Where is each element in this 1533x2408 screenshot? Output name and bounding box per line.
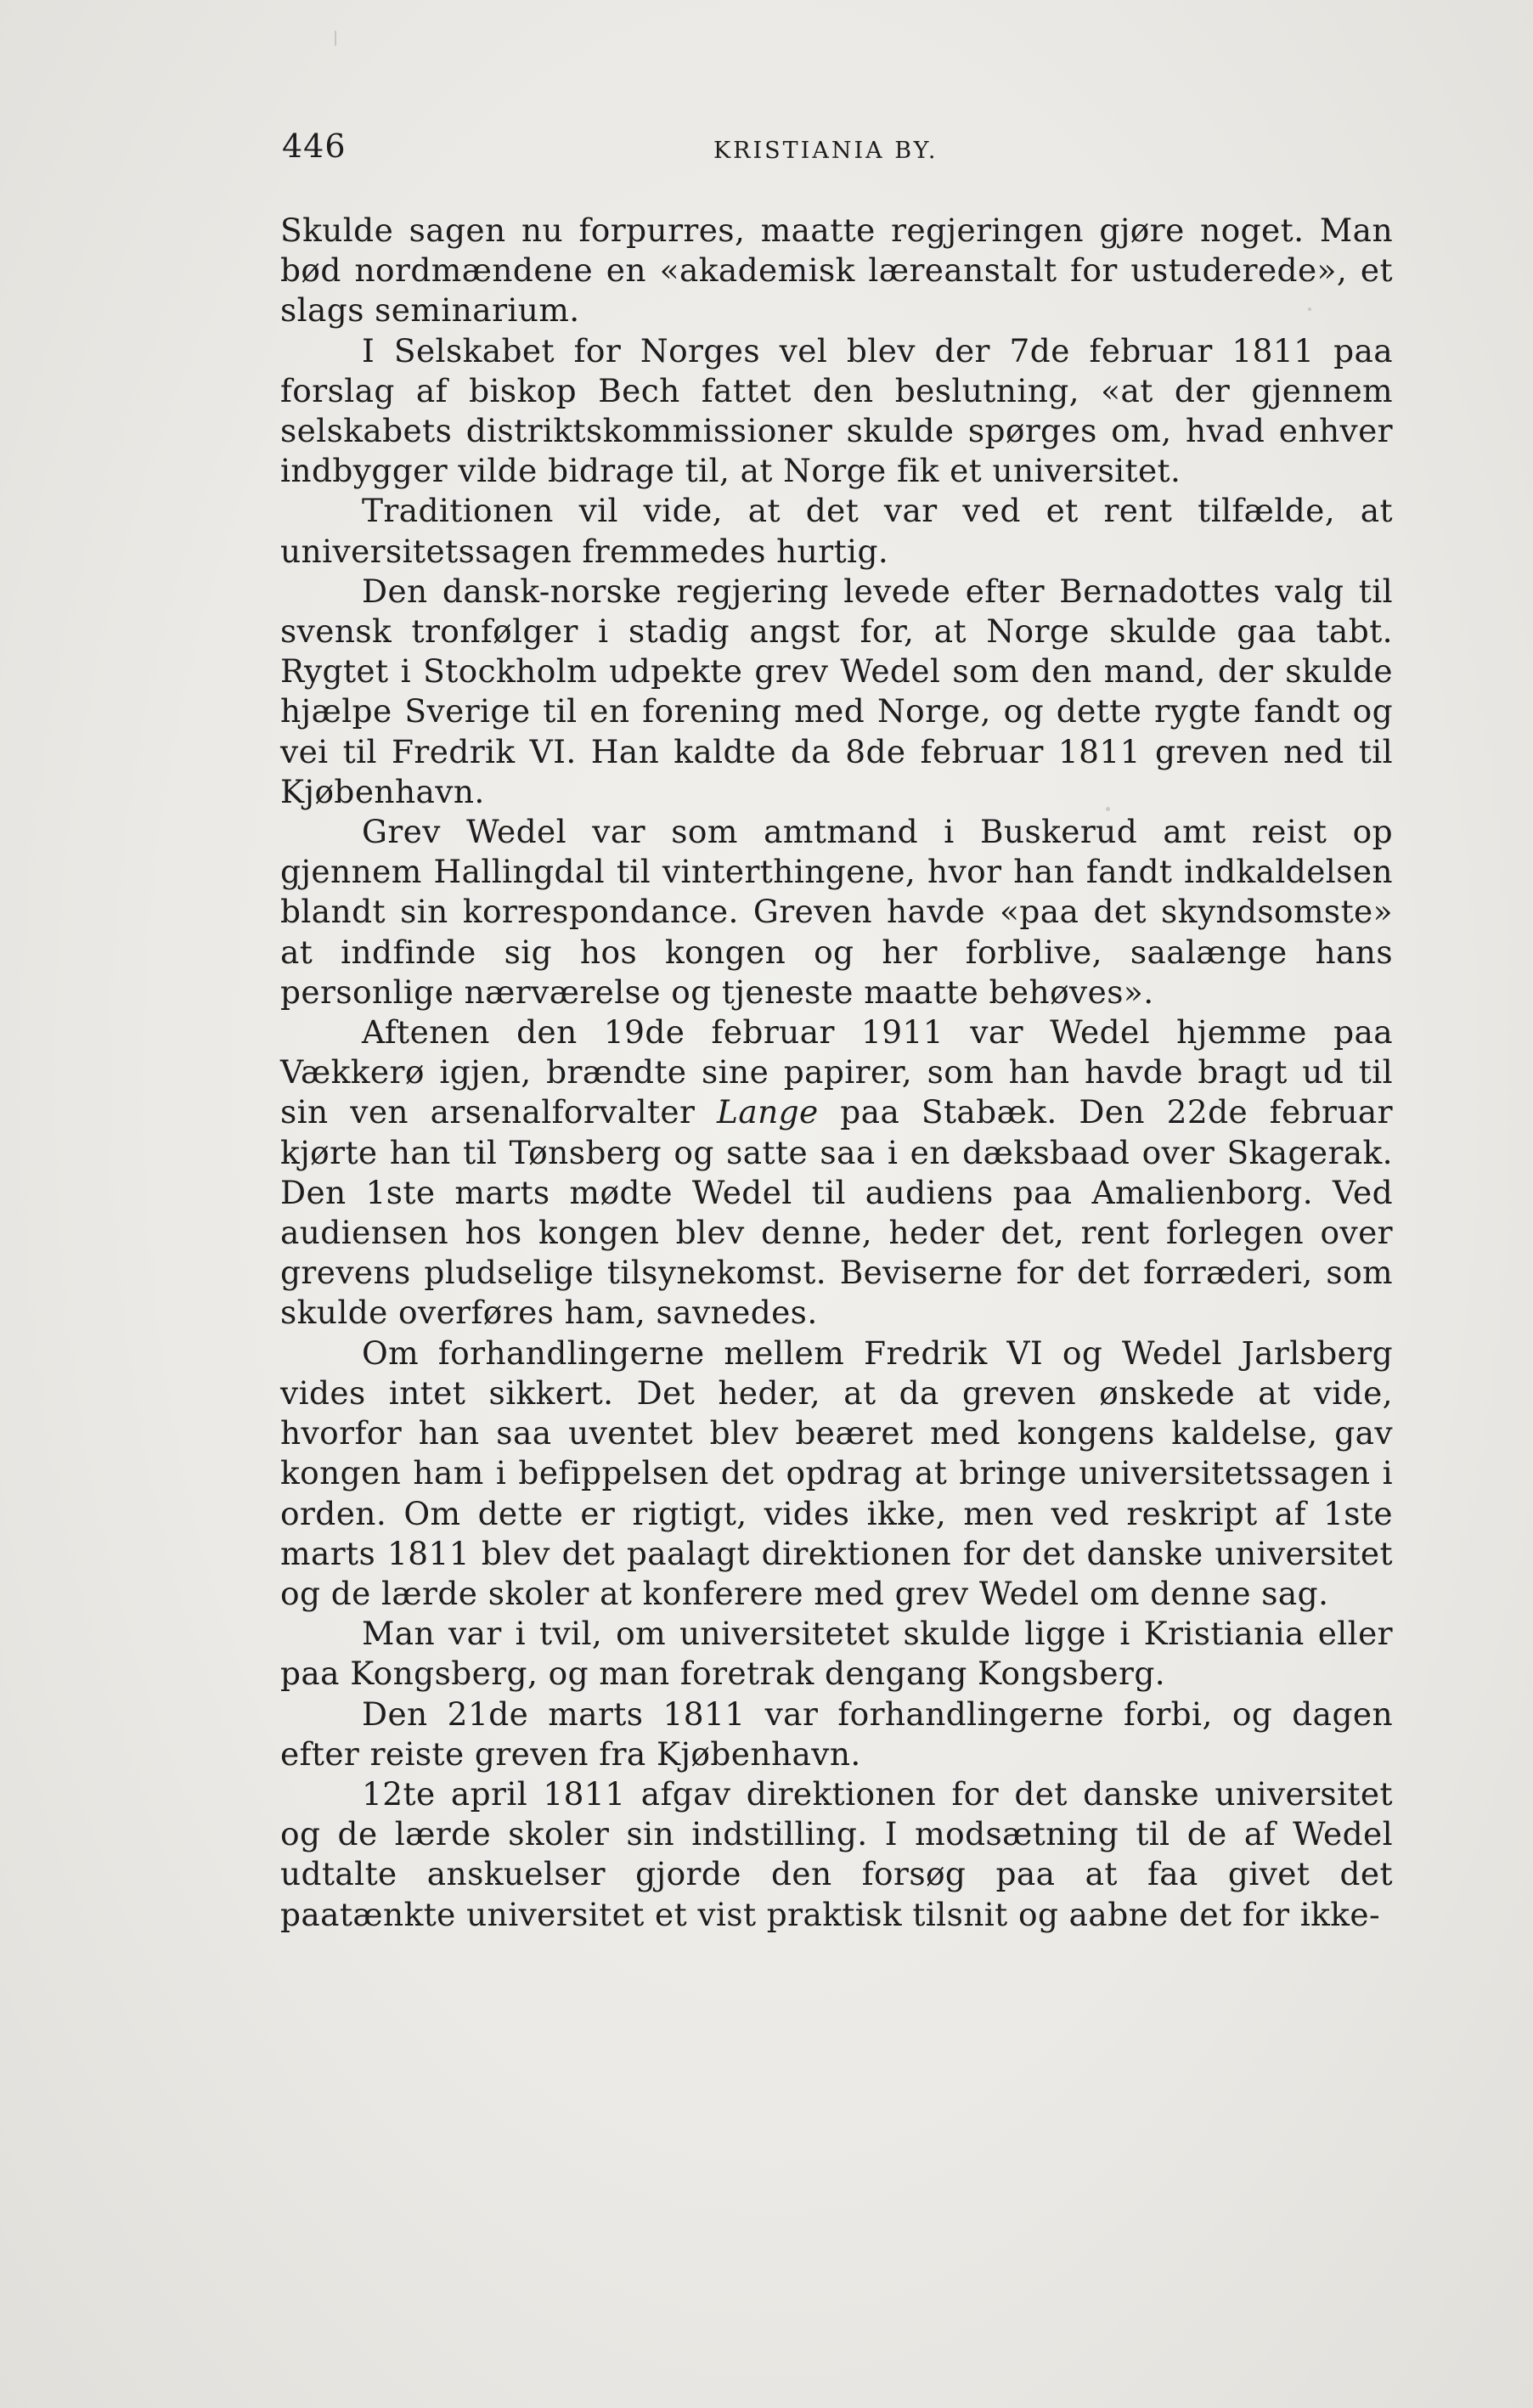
paragraph xyxy=(280,572,1393,812)
paragraph xyxy=(280,211,1393,331)
running-head: KRISTIANIA BY. xyxy=(713,138,938,164)
text-segment: Man var i tvil, om universitetet skulde ligge i Kristiania eller paa Kongsberg, og man foretrak dengang Kongsberg. xyxy=(280,1615,1393,1693)
paragraph xyxy=(280,1334,1393,1614)
paragraph xyxy=(280,812,1393,1012)
paragraph xyxy=(280,1012,1393,1334)
text-segment: Den dansk-norske regjering levede efter Bernadottes valg til svensk tronfølger i stadig angst for, at Norge skulde gaa tabt. Rygtet i Stockholm udpekte grev Wedel som den mand, der skulde hjælpe Sverige til en forening med Norge, og dette rygte fandt og vei til Fredrik VI. Han kaldte da 8de februar 1811 greven ned til Kjøbenhavn. xyxy=(280,572,1393,810)
paragraph xyxy=(280,1614,1393,1694)
paragraph xyxy=(280,1695,1393,1774)
paragraph xyxy=(280,331,1393,492)
italic-name: Lange xyxy=(717,1093,819,1131)
text-segment: Aftenen den 19de februar 1911 var Wedel hjemme paa Vækkerø igjen, brændte sine papirer, som han havde bragt ud til sin ven arsenalforvalter xyxy=(280,1013,1393,1131)
text-segment: paa Stabæk. Den 22de februar kjørte han til Tønsberg og satte saa i en dæksbaad over Skagerak. Den 1ste marts mødte Wedel til audiens paa Amalienborg. Ved audiensen hos kongen blev denne, heder det, rent forlegen over grevens pludselige tilsynekomst. Beviserne for det forræderi, som skulde overføres ham, savnedes. xyxy=(280,1093,1393,1332)
paragraph xyxy=(280,1774,1393,1935)
paragraph xyxy=(280,491,1393,571)
text-segment: Grev Wedel var som amtmand i Buskerud amt reist op gjennem Hallingdal til vinterthingene, hvor han fandt indkaldelsen blandt sin korrespondance. Greven havde «paa det skyndsomste» at indfinde sig hos kongen og her forblive, saalænge hans personlige nærværelse og tjeneste maatte behøves». xyxy=(280,813,1393,1011)
text-segment: Skulde sagen nu forpurres, maatte regjeringen gjøre noget. Man bød nordmændene en «akademisk læreanstalt for ustuderede», et slags seminarium. xyxy=(280,211,1393,330)
paper-speck xyxy=(335,31,336,46)
text-segment: Traditionen vil vide, at det var ved et rent tilfælde, at universitetssagen fremmedes hurtig. xyxy=(280,492,1393,570)
paper-speck xyxy=(1106,807,1110,811)
text-segment: I Selskabet for Norges vel blev der 7de februar 1811 paa forslag af biskop Bech fattet den beslutning, «at der gjennem selskabets distriktskommissioner skulde spørges om, hvad enhver indbygger vilde bidrage til, at Norge fik et universitet. xyxy=(280,331,1393,490)
text-segment: 12te april 1811 afgav direktionen for det danske universitet og de lærde skoler sin indstilling. I modsætning til de af Wedel udtalte anskuelser gjorde den forsøg paa at faa givet det paatænkte universitet et vist praktisk tilsnit og aabne det for ikke- xyxy=(280,1774,1393,1933)
paper-speck xyxy=(1308,307,1311,311)
text-segment: Om forhandlingerne mellem Fredrik VI og Wedel Jarlsberg vides intet sikkert. Det heder, at da greven ønskede at vide, hvorfor han saa uventet blev beæret med kongens kaldelse, gav kongen ham i befippelsen det opdrag at bringe universitetssagen i orden. Om dette er rigtigt, vides ikke, men ved reskript af 1ste marts 1811 blev det paalagt direktionen for det danske universitet og de lærde skoler at konferere med grev Wedel om denne sag. xyxy=(280,1334,1393,1612)
page-number: 446 xyxy=(282,127,347,165)
text-segment: Den 21de marts 1811 var forhandlingerne forbi, og dagen efter reiste greven fra Kjøbenhavn. xyxy=(280,1695,1393,1773)
body-text xyxy=(280,211,1393,1935)
